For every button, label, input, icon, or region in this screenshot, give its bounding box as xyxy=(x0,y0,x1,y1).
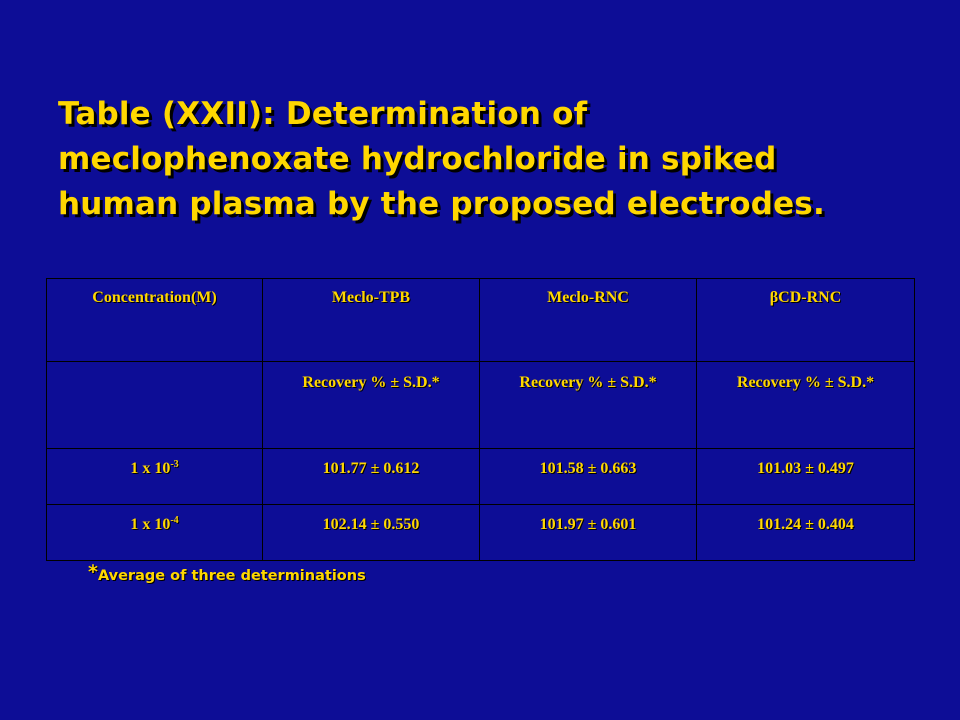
table-header-row xyxy=(47,279,915,362)
value-cell-meclo-tpb: 101.77 ± 0.612 xyxy=(263,449,480,505)
value-cell-meclo-rnc: 101.58 ± 0.663 xyxy=(480,449,697,505)
subheader-recovery-meclo-tpb: Recovery % ± S.D.* xyxy=(263,362,480,449)
header-meclo-tpb: Meclo-TPB xyxy=(263,279,480,362)
slide-title-line-1: Table (XXII): Determination of xyxy=(58,96,588,132)
subheader-recovery-meclo-rnc: Recovery % ± S.D.* xyxy=(480,362,697,449)
table-row xyxy=(47,449,915,505)
footnote xyxy=(88,561,366,584)
concentration-cell xyxy=(47,505,263,561)
value-cell-bcd-rnc: 101.24 ± 0.404 xyxy=(697,505,915,561)
concentration-base: 1 x 10 xyxy=(130,460,171,477)
slide-title-line-3: human plasma by the proposed electrodes. xyxy=(58,186,825,222)
subheader-empty-cell xyxy=(47,362,263,449)
slide-title-line-2: meclophenoxate hydrochloride in spiked xyxy=(58,141,777,177)
table-row xyxy=(47,505,915,561)
slide-title xyxy=(58,92,918,227)
header-bcd-rnc: βCD-RNC xyxy=(697,279,915,362)
header-meclo-rnc: Meclo-RNC xyxy=(480,279,697,362)
footnote-text: Average of three determinations xyxy=(97,568,366,584)
footnote-marker: * xyxy=(88,561,98,583)
concentration-cell xyxy=(47,449,263,505)
concentration-exponent: -4 xyxy=(170,515,179,526)
value-cell-bcd-rnc: 101.03 ± 0.497 xyxy=(697,449,915,505)
header-concentration: Concentration(M) xyxy=(47,279,263,362)
concentration-exponent: -3 xyxy=(170,459,179,470)
value-cell-meclo-tpb: 102.14 ± 0.550 xyxy=(263,505,480,561)
subheader-recovery-bcd-rnc: Recovery % ± S.D.* xyxy=(697,362,915,449)
results-table xyxy=(46,278,915,561)
concentration-base: 1 x 10 xyxy=(130,516,171,533)
table-subheader-row xyxy=(47,362,915,449)
value-cell-meclo-rnc: 101.97 ± 0.601 xyxy=(480,505,697,561)
